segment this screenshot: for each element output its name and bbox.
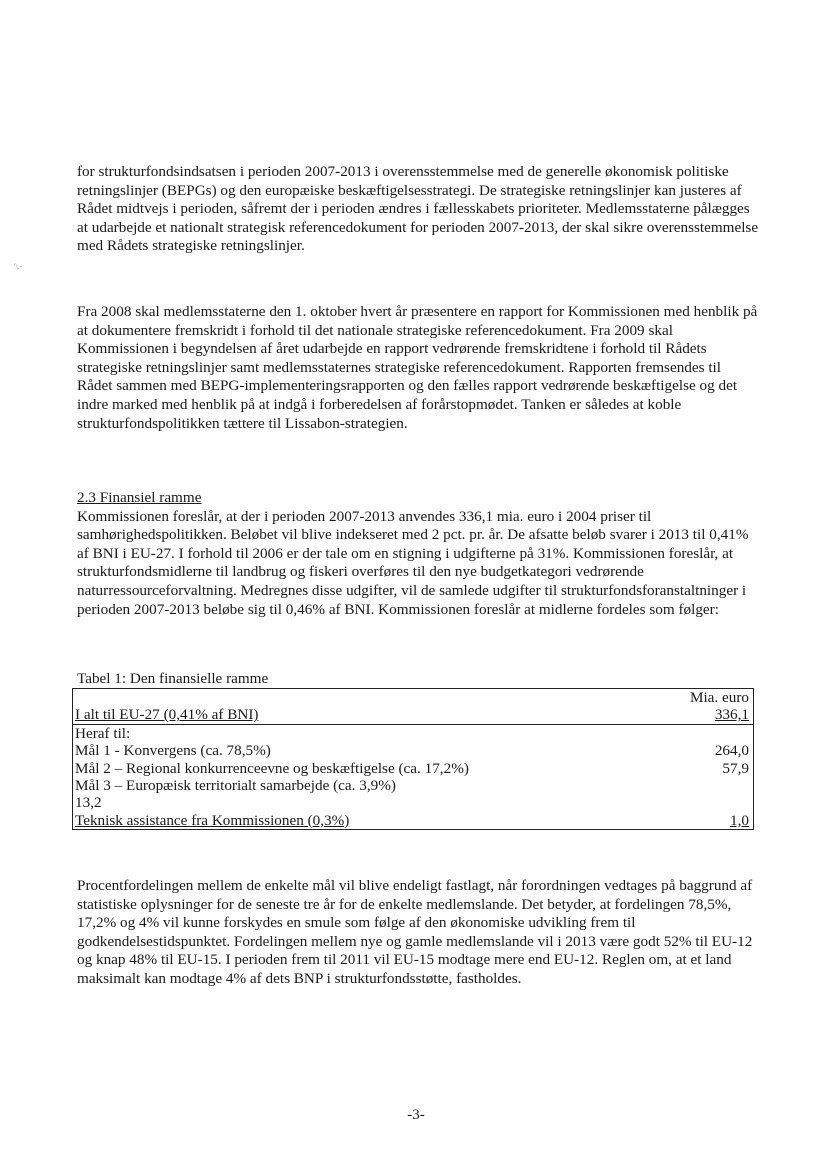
total-value: 336,1 xyxy=(657,706,753,724)
goal2-value: 57,9 xyxy=(657,760,753,777)
table-row xyxy=(73,812,754,830)
financial-table xyxy=(72,688,754,830)
goal2-label: Mål 2 – Regional konkurrenceevne og beskæftigelse (ca. 17,2%) xyxy=(73,760,658,777)
goal1-label: Mål 1 - Konvergens (ca. 78,5%) xyxy=(73,742,658,759)
body-text-block-1 xyxy=(77,163,759,256)
tech-value: 1,0 xyxy=(657,812,753,830)
table-row xyxy=(73,777,754,794)
body-text-block-2 xyxy=(77,303,759,433)
table-row xyxy=(73,689,754,707)
table-row xyxy=(73,742,754,759)
paragraph-2: Fra 2008 skal medlemsstaterne den 1. oktober hvert år præsentere en rapport for Kommissionen med henblik på at dokumentere fremskridt i forhold til det nationale strategiske referencedokument. Fra 2009 skal Kommissionen i begyndelsen af året udarbejde en rapport vedrørende fremskridtene i forhold til Rådets strategiske retningslinjer samt medlemsstaternes strategiske referencedokument. Rapporten fremsendes til Rådet sammen med BEPG-implementeringsrapporten og den fælles rapport vedrørende beskæftigelse og det indre marked med henblik på at indgå i forberedelsen af forårstopmødet. Tanken er således at koble strukturfondspolitikken tættere til Lissabon-strategien. xyxy=(77,303,758,432)
subheader-label: Heraf til: xyxy=(73,724,658,742)
total-label: I alt til EU-27 (0,41% af BNI) xyxy=(73,706,658,724)
body-text-block-4 xyxy=(77,877,759,989)
table-row xyxy=(73,706,754,724)
table-row xyxy=(73,794,754,811)
section-block xyxy=(77,489,759,619)
table-row xyxy=(73,760,754,777)
table-row xyxy=(73,724,754,742)
page-number: -3- xyxy=(407,1107,425,1123)
tech-label: Teknisk assistance fra Kommissionen (0,3%) xyxy=(73,812,658,830)
table-caption: Tabel 1: Den finansielle ramme xyxy=(77,670,269,687)
goal3-value: 13,2 xyxy=(73,794,658,811)
paragraph-4: Procentfordelingen mellem de enkelte mål vil blive endeligt fastlagt, når forordningen vedtages på baggrund af statistiske oplysninger for de seneste tre år for de enkelte medlemslande. Det betyder, at fordelingen 78,5%, 17,2% og 4% vil kunne forskydes en smule som følge af den økonomiske udvikling frem til godkendelsestidspunktet. Fordelingen mellem nye og gamle medlemslande vil i 2013 være godt 52% til EU-12 og knap 48% til EU-15. I perioden frem til 2011 vil EU-15 modtage mere end EU-12. Reglen om, at et land maksimalt kan modtage 4% af dets BNP i strukturfondsstøtte, fastholdes. xyxy=(77,877,753,987)
goal1-value: 264,0 xyxy=(657,742,753,759)
unit-label: Mia. euro xyxy=(657,689,753,707)
paragraph-3: Kommissionen foreslår, at der i perioden 2007-2013 anvendes 336,1 mia. euro i 2004 priser til samhørighedspolitikken. Beløbet vil blive indekseret med 2 pct. pr. år. De afsatte beløb svarer i 2013 til 0,41% af BNI i EU-27. I forhold til 2006 er der tale om en stigning i udgifterne på 31%. Kommissionen foreslår, at strukturfondsmidlerne til landbrug og fiskeri overføres til den nye budgetkategori vedrørende naturressourceforvaltning. Medregnes disse udgifter, vil de samlede udgifter til strukturfondsforanstaltninger i perioden 2007-2013 beløbe sig til 0,46% af BNI. Kommissionen foreslår at midlerne fordeles som følger: xyxy=(77,507,749,618)
goal3-label: Mål 3 – Europæisk territorialt samarbejde (ca. 3,9%) xyxy=(73,777,658,794)
section-heading: 2.3 Finansiel ramme xyxy=(77,489,202,506)
paragraph-1: for strukturfondsindsatsen i perioden 2007-2013 i overensstemmelse med de generelle økonomisk politiske retningslinjer (BEPGs) og den europæiske beskæftigelsesstrategi. De strategiske retningslinjer kan justeres af Rådet midtvejs i perioden, såfremt der i perioden ændres i fællesskabets prioriteter. Medlemsstaterne pålægges at udarbejde et nationalt strategisk referencedokument for perioden 2007-2013, der skal sikre overensstemmelse med Rådets strategiske retningslinjer. xyxy=(77,163,759,255)
margin-mark: '\.- xyxy=(14,262,23,271)
